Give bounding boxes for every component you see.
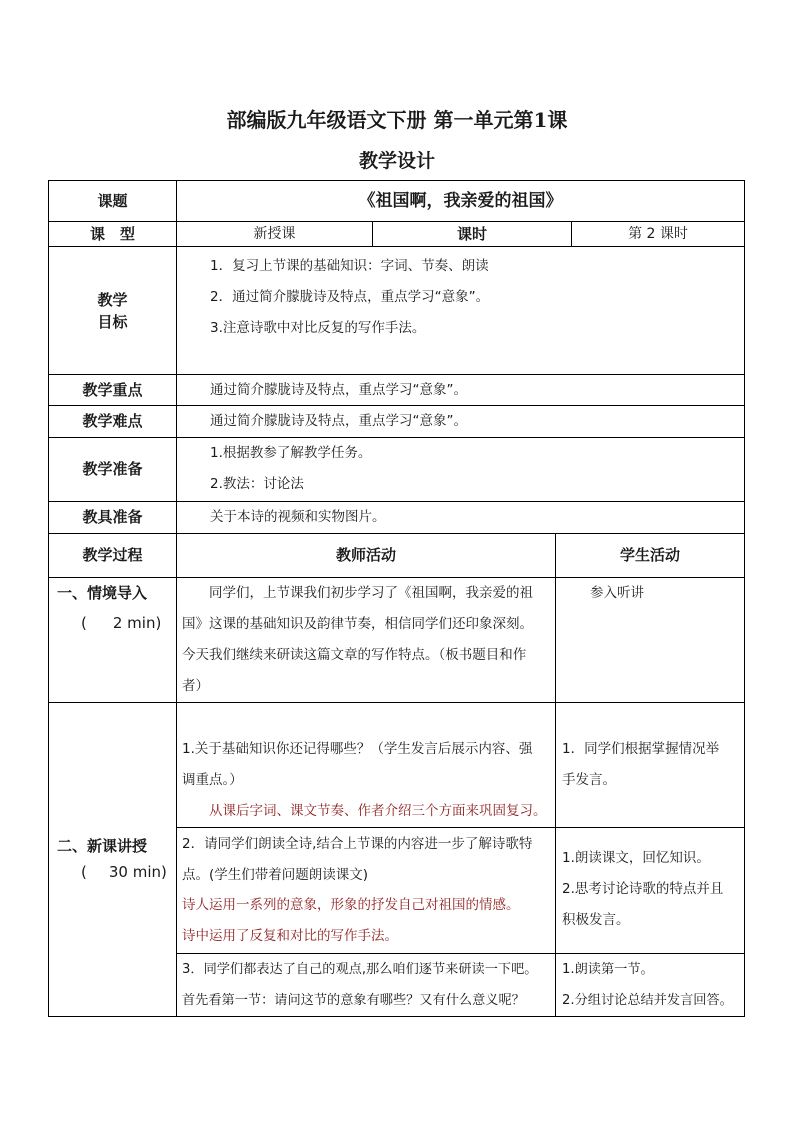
type-label: 课 型 bbox=[89, 224, 135, 243]
student-line: 1.朗读课文，回忆知识。 bbox=[562, 850, 710, 866]
section1-time-open: ( bbox=[81, 614, 87, 632]
goal-item: 2．通过简介朦胧诗及特点，重点学习“意象”。 bbox=[210, 289, 490, 305]
topic-label: 课题 bbox=[97, 191, 128, 210]
section2-row1-student bbox=[556, 734, 744, 796]
document-subtitle: 教学设计 bbox=[358, 150, 435, 172]
teacher-column-header: 教师活动 bbox=[335, 546, 396, 564]
teacher-line: 3．同学们都表达了自己的观点,那么咱们逐节来研读一下吧。 bbox=[182, 962, 538, 977]
student-line: 2.思考讨论诗歌的特点并且 bbox=[562, 881, 724, 897]
section2-time-value: 30 min) bbox=[108, 863, 167, 881]
teacher-key-point: 从课后字词、课文节奏、作者介绍三个方面来巩固复习。 bbox=[182, 803, 547, 819]
goals-label-line2: 目标 bbox=[97, 312, 128, 331]
teacher-line: 者） bbox=[182, 678, 209, 694]
section1-teacher-activity bbox=[177, 578, 553, 702]
student-column-header: 学生活动 bbox=[619, 546, 680, 564]
section1-time bbox=[57, 608, 176, 638]
section2-time-open: ( bbox=[81, 863, 87, 881]
goals-label-line1: 教学 bbox=[97, 290, 128, 309]
teacher-line: 点。(学生们带着问题朗读课文) bbox=[182, 866, 369, 883]
preparation-item: 2.教法：讨论法 bbox=[210, 476, 304, 492]
section2-row1-teacher bbox=[177, 734, 553, 827]
student-line: 1.朗读第一节。 bbox=[562, 962, 654, 977]
preparation-list bbox=[177, 438, 737, 500]
teacher-line: 今天我们继续来研读这篇文章的写作特点。（板书题目和作 bbox=[182, 647, 527, 663]
teacher-line: 2．请同学们朗读全诗,结合上节课的内容进一步了解诗歌特 bbox=[182, 836, 533, 852]
section2-title bbox=[49, 833, 176, 885]
preparation-label: 教学准备 bbox=[82, 460, 143, 478]
section1-student-activity: 参入听讲 bbox=[590, 585, 644, 601]
student-line: 1．同学们根据掌握情况举 bbox=[562, 741, 720, 757]
section2-title-text: 二、新课讲授 bbox=[57, 837, 148, 855]
section1-time-value: 2 min) bbox=[112, 614, 162, 632]
document-title: 部编版九年级语文下册 第一单元第1课 bbox=[226, 108, 568, 132]
type-value: 新授课 bbox=[253, 225, 296, 242]
difficulty-label: 教学难点 bbox=[82, 412, 143, 430]
section2-row2-student bbox=[556, 843, 744, 936]
teacher-line: 调重点。） bbox=[182, 772, 243, 788]
teacher-key-point: 诗人运用一系列的意象，形象的抒发自己对祖国的情感。 bbox=[182, 897, 520, 913]
goal-item: 1．复习上节课的基础知识：字词、节奏、朗读 bbox=[210, 258, 489, 274]
section2-row3-teacher bbox=[177, 954, 555, 1016]
period-label: 课时 bbox=[456, 224, 487, 243]
focus-label: 教学重点 bbox=[82, 380, 143, 399]
difficulty-text: 通过简介朦胧诗及特点，重点学习“意象”。 bbox=[210, 413, 467, 429]
focus-text: 通过简介朦胧诗及特点，重点学习“意象”。 bbox=[210, 382, 467, 398]
student-line: 积极发言。 bbox=[562, 912, 630, 928]
process-column-header: 教学过程 bbox=[82, 546, 143, 564]
section1-title-text: 一、情境导入 bbox=[57, 584, 148, 602]
tools-text: 关于本诗的视频和实物图片。 bbox=[210, 509, 386, 525]
section2-row3-student bbox=[556, 954, 744, 1016]
goal-item: 3.注意诗歌中对比反复的写作手法。 bbox=[210, 320, 426, 336]
goals-label bbox=[49, 247, 176, 374]
period-value: 第 2 课时 bbox=[628, 225, 688, 242]
teacher-key-point: 诗中运用了反复和对比的写作手法。 bbox=[182, 927, 398, 944]
student-line: 2.分组讨论总结并发言回答。 bbox=[562, 993, 733, 1008]
tools-label: 教具准备 bbox=[82, 508, 143, 526]
topic-value: 《祖国啊，我亲爱的祖国》 bbox=[358, 190, 563, 211]
section2-time bbox=[57, 859, 176, 885]
goals-list bbox=[177, 251, 737, 344]
teacher-line: 国》这课的基础知识及韵律节奏，相信同学们还印象深刻。 bbox=[182, 616, 533, 632]
section1-title bbox=[49, 578, 176, 638]
teacher-line: 同学们，上节课我们初步学习了《祖国啊，我亲爱的祖 bbox=[182, 585, 533, 601]
teacher-line: 首先看第一节：请问这节的意象有哪些？又有什么意义呢？ bbox=[182, 993, 525, 1008]
teacher-line: 1.关于基础知识你还记得哪些？（学生发言后展示内容、强 bbox=[182, 741, 533, 757]
preparation-item: 1.根据教参了解教学任务。 bbox=[210, 445, 372, 461]
student-line: 手发言。 bbox=[562, 772, 616, 788]
section2-row2-teacher bbox=[177, 829, 553, 951]
